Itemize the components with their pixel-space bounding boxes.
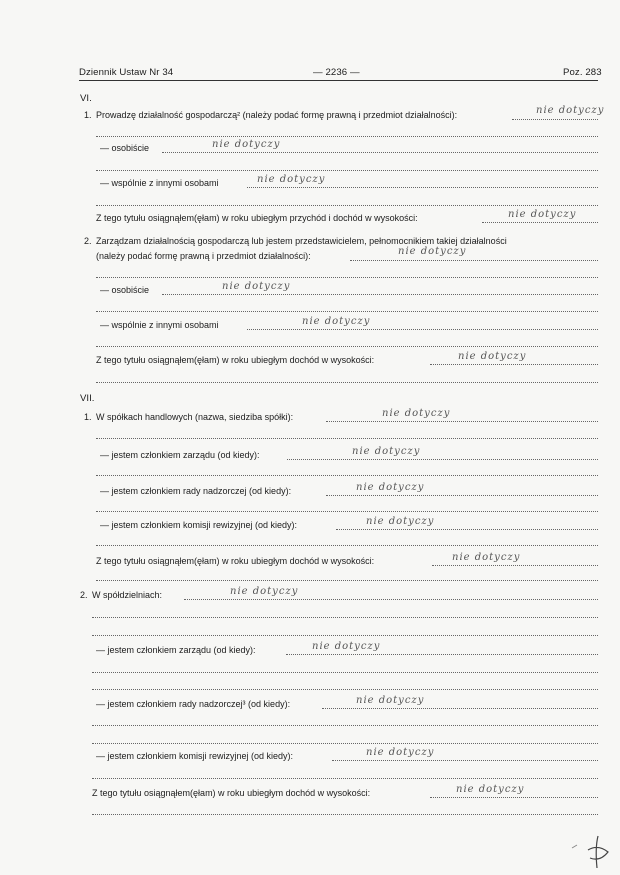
vii-2-answer-line (184, 599, 598, 600)
page-number: — 2236 — (313, 67, 360, 78)
vii-2-audit-handwritten: nie dotyczy (366, 747, 435, 758)
vi-1-personal-line-2 (96, 170, 598, 171)
vii-1-income-line (432, 565, 598, 566)
vi-1-personal-handwritten: nie dotyczy (212, 139, 281, 150)
vi-1-jointly-handwritten: nie dotyczy (257, 174, 326, 185)
vi-2-jointly-label: — wspólnie z innymi osobami (100, 320, 219, 330)
vii-1-board-line (287, 459, 598, 460)
vii-2-supervisory-label: — jestem członkiem rady nadzorczej³ (od kiedy): (96, 699, 291, 709)
vi-2-personal-line (162, 294, 598, 295)
vii-2-income-handwritten: nie dotyczy (456, 784, 525, 795)
vii-2-income-line (430, 797, 598, 798)
vii-2-board-label: — jestem członkiem zarządu (od kiedy): (96, 645, 256, 655)
vii-1-income-line-2 (96, 580, 598, 581)
vi-1-jointly-line-2 (96, 205, 598, 206)
vii-1-text: W spółkach handlowych (nazwa, siedziba spółki): (96, 412, 294, 422)
vii-2-continuation-line (92, 617, 598, 618)
vi-2-text-line2: (należy podać formę prawną i przedmiot działalności): (96, 251, 311, 261)
vii-1-income-text: Z tego tytułu osiągnąłem(ęłam) w roku ubiegłym dochód w wysokości: (96, 556, 375, 566)
vii-2-number: 2. (80, 590, 88, 600)
vii-2-board-line-3 (92, 689, 598, 690)
vi-1-number: 1. (84, 110, 92, 120)
vii-1-board-line-2 (96, 475, 598, 476)
vii-2-income-line-2 (92, 814, 598, 815)
vi-1-personal-line (162, 152, 598, 153)
header-rule (79, 80, 598, 81)
vi-2-income-line (430, 364, 598, 365)
vii-1-supervisory-handwritten: nie dotyczy (356, 482, 425, 493)
vii-2-text: W spółdzielniach: (92, 590, 163, 600)
vi-1-income-handwritten: nie dotyczy (508, 209, 577, 220)
vi-1-jointly-label: — wspólnie z innymi osobami (100, 178, 219, 188)
vi-1-continuation-line (96, 136, 598, 137)
vii-1-audit-label: — jestem członkiem komisji rewizyjnej (od kiedy): (100, 520, 298, 530)
vii-2-audit-line (332, 760, 598, 761)
vii-1-board-handwritten: nie dotyczy (352, 446, 421, 457)
vi-1-jointly-line (247, 187, 598, 188)
journal-title: Dziennik Ustaw Nr 34 (79, 67, 174, 78)
vi-1-answer-line (512, 119, 598, 120)
vi-2-answer-line (350, 260, 598, 261)
position-number: Poz. 283 (563, 67, 602, 78)
vi-2-number: 2. (84, 236, 92, 246)
vi-2-continuation-line (96, 277, 598, 278)
vii-1-audit-handwritten: nie dotyczy (366, 516, 435, 527)
handwritten-page-mark (582, 832, 612, 872)
vi-2-jointly-line-2 (96, 346, 598, 347)
vii-1-audit-line (336, 529, 598, 530)
vi-2-personal-handwritten: nie dotyczy (222, 281, 291, 292)
vii-1-supervisory-line-2 (96, 511, 598, 512)
section-vii-heading: VII. (80, 393, 95, 404)
vi-2-handwritten: nie dotyczy (398, 246, 467, 257)
vi-1-handwritten: nie dotyczy (536, 105, 605, 116)
vi-1-personal-label: — osobiście (100, 143, 150, 153)
vii-1-board-label: — jestem członkiem zarządu (od kiedy): (100, 450, 260, 460)
vii-2-continuation-line-2 (92, 635, 598, 636)
vii-2-audit-label: — jestem członkiem komisji rewizyjnej (od kiedy): (96, 751, 294, 761)
vii-2-income-text: Z tego tytułu osiągnąłem(ęłam) w roku ubiegłym dochód w wysokości: (92, 788, 371, 798)
vi-2-personal-line-2 (96, 311, 598, 312)
vii-1-continuation-line (96, 438, 598, 439)
vi-2-income-handwritten: nie dotyczy (458, 351, 527, 362)
vii-1-handwritten: nie dotyczy (382, 408, 451, 419)
vii-2-supervisory-line-2 (92, 725, 598, 726)
vi-2-income-text: Z tego tytułu osiągnąłem(ęłam) w roku ubiegłym dochód w wysokości: (96, 355, 375, 365)
vii-2-supervisory-handwritten: nie dotyczy (356, 695, 425, 706)
vii-1-income-handwritten: nie dotyczy (452, 552, 521, 563)
vii-2-board-line-2 (92, 672, 598, 673)
vii-2-board-handwritten: nie dotyczy (312, 641, 381, 652)
vi-1-income-line (482, 222, 598, 223)
vii-1-number: 1. (84, 412, 92, 422)
vi-1-income-text: Z tego tytułu osiągnąłem(ęłam) w roku ubiegłym przychód i dochód w wysokości: (96, 213, 418, 223)
vii-1-supervisory-label: — jestem członkiem rady nadzorczej (od kiedy): (100, 486, 292, 496)
vi-2-jointly-handwritten: nie dotyczy (302, 316, 371, 327)
vi-2-personal-label: — osobiście (100, 285, 150, 295)
vii-1-supervisory-line (326, 495, 598, 496)
vii-2-supervisory-line-3 (92, 743, 598, 744)
vii-1-answer-line (326, 421, 598, 422)
vi-2-jointly-line (247, 329, 598, 330)
vii-2-supervisory-line (322, 708, 598, 709)
vii-2-board-line (286, 654, 598, 655)
vii-2-audit-line-2 (92, 778, 598, 779)
vii-2-handwritten: nie dotyczy (230, 586, 299, 597)
stray-mark (570, 842, 580, 852)
vii-1-audit-line-2 (96, 545, 598, 546)
vi-1-text: Prowadzę działalność gospodarczą² (należy podać formę prawną i przedmiot działalności): (96, 110, 458, 120)
section-vi-heading: VI. (80, 93, 92, 104)
vi-2-text-line1: Zarządzam działalnością gospodarczą lub jestem przedstawicielem, pełnomocnikiem takiej działalności (96, 236, 507, 246)
vi-2-income-line-2 (96, 382, 598, 383)
